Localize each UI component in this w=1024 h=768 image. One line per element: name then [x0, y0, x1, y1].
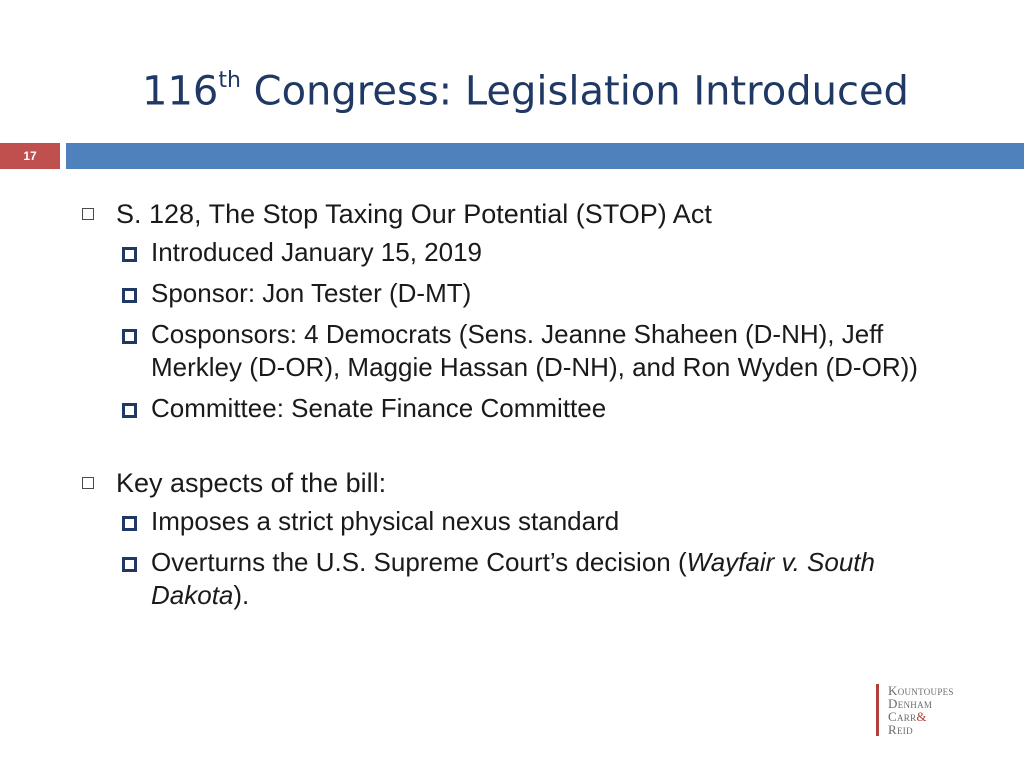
stop-act-details	[78, 236, 958, 425]
hollow-square-bullet-icon	[82, 208, 94, 220]
hollow-square-bullet-icon	[82, 477, 94, 489]
slide-title: 116th Congress: Legislation Introduced	[142, 68, 909, 115]
square-bullet-icon	[122, 403, 137, 418]
square-bullet-icon	[122, 516, 137, 531]
square-bullet-icon	[122, 557, 137, 572]
sub-bullet-introduced: Introduced January 15, 2019	[78, 236, 958, 269]
square-bullet-icon	[122, 288, 137, 303]
bullet-stop-act: S. 128, The Stop Taxing Our Potential (STOP) Act	[78, 196, 958, 232]
square-bullet-icon	[122, 329, 137, 344]
sub-bullet-cosponsors: Cosponsors: 4 Democrats (Sens. Jeanne Shaheen (D-NH), Jeff Merkley (D-OR), Maggie Hassan (D-NH), and Ron Wyden (D-OR))	[78, 318, 958, 384]
firm-logo	[876, 684, 954, 736]
logo-wordmark: Kountoupes Denham Carr& Reid	[888, 683, 954, 737]
square-bullet-icon	[122, 247, 137, 262]
sub-bullet-sponsor: Sponsor: Jon Tester (D-MT)	[78, 277, 958, 310]
case-name: Wayfair v. South Dakota	[151, 547, 875, 610]
sub-bullet-overturns: Overturns the U.S. Supreme Court’s decision (Wayfair v. South Dakota).	[78, 546, 958, 612]
key-aspects-details	[78, 505, 958, 612]
slide-content	[78, 196, 958, 620]
header-bar	[66, 143, 1024, 169]
logo-accent-bar	[876, 684, 879, 736]
sub-bullet-nexus: Imposes a strict physical nexus standard	[78, 505, 958, 538]
sub-bullet-committee: Committee: Senate Finance Committee	[78, 392, 958, 425]
bullet-key-aspects: Key aspects of the bill:	[78, 465, 958, 501]
page-number: 17	[0, 143, 60, 169]
